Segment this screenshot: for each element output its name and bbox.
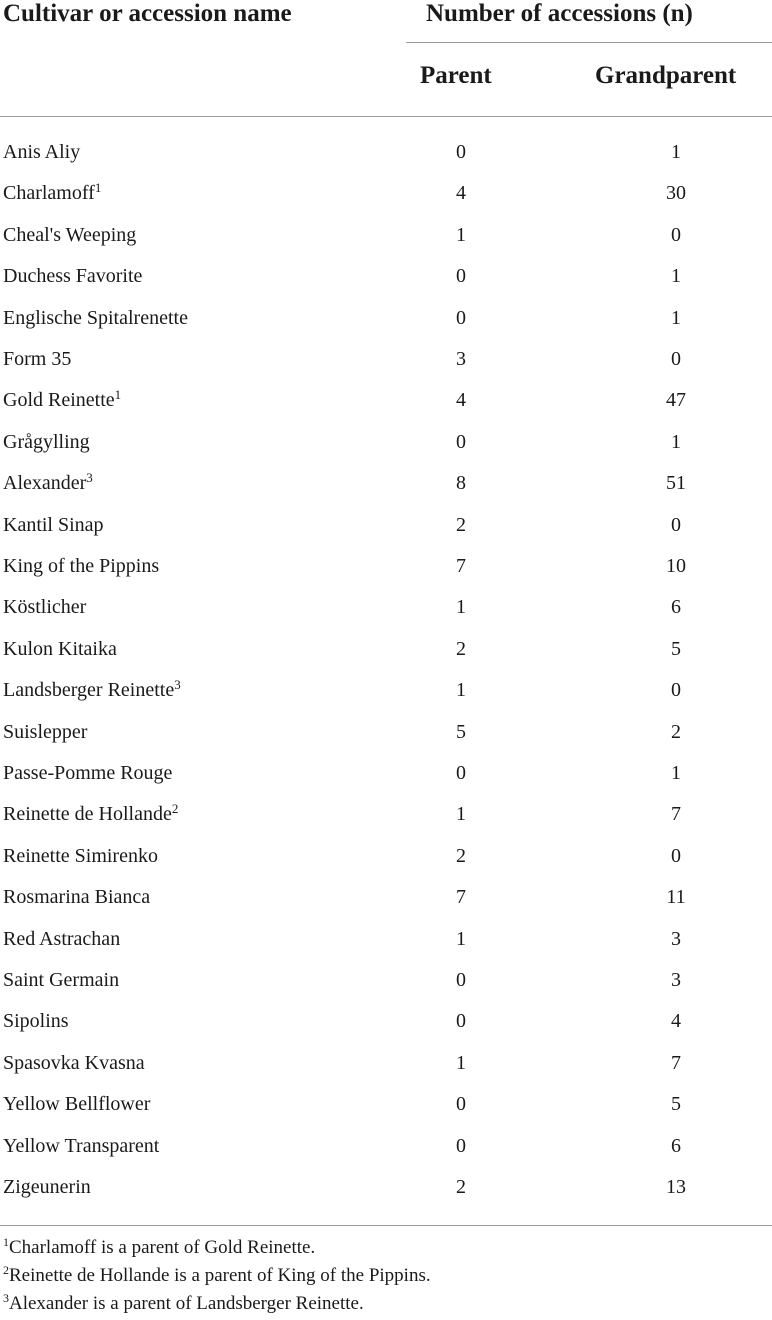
table-row bbox=[0, 1084, 772, 1125]
footnote bbox=[3, 1265, 431, 1287]
cultivar-name bbox=[3, 256, 142, 297]
cultivar-name-text: Alexander bbox=[3, 472, 87, 495]
table-row bbox=[0, 670, 772, 711]
grandparent-count: 1 bbox=[671, 306, 681, 329]
parent-count: 5 bbox=[456, 720, 466, 743]
table-row bbox=[0, 339, 772, 380]
cultivar-name-text: Suislepper bbox=[3, 720, 88, 743]
parent-count: 7 bbox=[456, 555, 466, 577]
table-row bbox=[0, 380, 772, 421]
cultivar-name bbox=[3, 919, 120, 960]
parent-count: 1 bbox=[456, 1051, 466, 1074]
footnote bbox=[3, 1293, 364, 1315]
table-row bbox=[0, 1043, 772, 1084]
header-bottom-rule bbox=[0, 116, 772, 117]
grandparent-count: 4 bbox=[671, 1010, 681, 1033]
grandparent-count: 5 bbox=[671, 637, 681, 660]
grandparent-count: 0 bbox=[671, 348, 681, 370]
footnote-marker: 1 bbox=[94, 180, 102, 196]
cultivar-name-text: Form 35 bbox=[3, 348, 72, 370]
cultivar-name-text: Red Astrachan bbox=[3, 927, 121, 950]
footnote-marker: 3 bbox=[174, 677, 181, 693]
cultivar-name bbox=[3, 215, 136, 256]
cultivar-name-text: Reinette de Hollande bbox=[3, 803, 172, 826]
table-row bbox=[0, 1126, 772, 1167]
cultivar-name bbox=[3, 877, 150, 918]
table-row bbox=[0, 753, 772, 794]
cultivar-name-text: Kantil Sinap bbox=[3, 513, 104, 536]
table-row bbox=[0, 1001, 772, 1042]
cultivar-name-text: Spasovka Kvasna bbox=[3, 1051, 145, 1074]
table-row bbox=[0, 960, 772, 1001]
cultivar-name bbox=[3, 546, 159, 587]
footnote-number: 2 bbox=[3, 1263, 9, 1277]
parent-count: 0 bbox=[456, 306, 466, 329]
parent-count: 1 bbox=[456, 927, 466, 950]
table-row bbox=[0, 1167, 772, 1208]
grandparent-count: 30 bbox=[666, 182, 686, 205]
cultivar-name-text: Passe-Pomme Rouge bbox=[3, 762, 173, 784]
table-row bbox=[0, 712, 772, 753]
cultivar-name-text: Kulon Kitaika bbox=[3, 637, 117, 660]
cultivar-name-text: Yellow Transparent bbox=[3, 1134, 160, 1157]
cultivar-name bbox=[3, 505, 104, 546]
cultivar-name bbox=[3, 836, 158, 877]
grandparent-count: 0 bbox=[671, 679, 681, 702]
cultivar-name bbox=[3, 753, 172, 794]
parent-count: 0 bbox=[456, 762, 466, 784]
grandparent-count: 0 bbox=[671, 513, 681, 536]
table-row bbox=[0, 546, 772, 587]
cultivar-name bbox=[3, 173, 101, 214]
parent-count: 2 bbox=[456, 637, 466, 660]
grandparent-count: 1 bbox=[671, 762, 681, 784]
parent-count: 0 bbox=[456, 265, 466, 288]
cultivar-name-text: Gold Reinette bbox=[3, 389, 115, 412]
cultivar-name bbox=[3, 1043, 145, 1084]
parent-count: 8 bbox=[456, 472, 466, 495]
footnote-text: Charlamoff is a parent of Gold Reinette. bbox=[9, 1237, 316, 1258]
grandparent-count: 47 bbox=[666, 389, 686, 412]
parent-count: 0 bbox=[456, 969, 466, 991]
footnote-marker: 1 bbox=[114, 387, 122, 403]
footnote-marker: 2 bbox=[171, 801, 179, 817]
cultivar-name-text: Duchess Favorite bbox=[3, 265, 143, 288]
table-row bbox=[0, 629, 772, 670]
grandparent-count: 1 bbox=[671, 141, 681, 163]
table-row bbox=[0, 422, 772, 463]
cultivar-name-text: Yellow Bellflower bbox=[3, 1093, 151, 1116]
grandparent-count: 2 bbox=[671, 720, 681, 743]
cultivar-name-text: Reinette Simirenko bbox=[3, 844, 158, 867]
parent-count: 1 bbox=[456, 679, 466, 702]
cultivar-name bbox=[3, 712, 87, 753]
cultivar-name bbox=[3, 629, 117, 670]
table-row bbox=[0, 836, 772, 877]
cultivar-name bbox=[3, 463, 93, 504]
header-number-of-accessions: Number of accessions (n) bbox=[426, 0, 693, 27]
parent-count: 0 bbox=[456, 1134, 466, 1157]
parent-count: 0 bbox=[456, 1093, 466, 1116]
footnote-number: 1 bbox=[3, 1235, 9, 1249]
table-row bbox=[0, 505, 772, 546]
cultivar-name-text: Rosmarina Bianca bbox=[3, 886, 151, 909]
parent-count: 2 bbox=[456, 513, 466, 536]
grandparent-count: 0 bbox=[671, 844, 681, 867]
cultivar-name bbox=[3, 132, 80, 173]
cultivar-name-text: Zigeunerin bbox=[3, 1176, 91, 1198]
grandparent-count: 5 bbox=[671, 1093, 681, 1116]
header-grandparent: Grandparent bbox=[595, 62, 737, 89]
cultivar-name-text: Sipolins bbox=[3, 1010, 69, 1033]
grandparent-count: 13 bbox=[666, 1176, 686, 1198]
grandparent-count: 0 bbox=[671, 223, 681, 246]
cultivar-name-text: Grågylling bbox=[3, 430, 90, 453]
parent-count: 0 bbox=[456, 141, 466, 163]
cultivar-name bbox=[3, 1167, 91, 1208]
header-group-rule bbox=[406, 42, 772, 43]
cultivar-name bbox=[3, 298, 188, 339]
parent-count: 1 bbox=[456, 803, 466, 826]
table-row bbox=[0, 256, 772, 297]
header-cultivar-name: Cultivar or accession name bbox=[3, 0, 292, 27]
cultivar-name-text: King of the Pippins bbox=[3, 555, 160, 577]
table-row bbox=[0, 215, 772, 256]
grandparent-count: 7 bbox=[671, 803, 681, 826]
cultivar-name bbox=[3, 670, 181, 711]
cultivar-name-text: Landsberger Reinette bbox=[3, 679, 175, 702]
cultivar-name bbox=[3, 960, 119, 1001]
cultivar-name bbox=[3, 1084, 150, 1125]
grandparent-count: 7 bbox=[671, 1051, 681, 1074]
footnote-marker: 3 bbox=[86, 470, 93, 486]
cultivar-name bbox=[3, 339, 71, 380]
header-parent: Parent bbox=[420, 62, 492, 89]
cultivar-name-text: Englische Spitalrenette bbox=[3, 306, 188, 329]
table-row bbox=[0, 587, 772, 628]
cultivar-name bbox=[3, 794, 178, 835]
table-row bbox=[0, 298, 772, 339]
parent-count: 2 bbox=[456, 1176, 466, 1198]
cultivar-name bbox=[3, 380, 121, 421]
table-row bbox=[0, 173, 772, 214]
parent-count: 4 bbox=[456, 389, 466, 412]
grandparent-count: 6 bbox=[671, 596, 681, 619]
table-row bbox=[0, 794, 772, 835]
grandparent-count: 10 bbox=[666, 555, 686, 577]
cultivar-name-text: Saint Germain bbox=[3, 969, 120, 991]
cultivar-name-text: Cheal's Weeping bbox=[3, 223, 137, 246]
parent-count: 7 bbox=[456, 886, 466, 909]
cultivar-name bbox=[3, 1001, 69, 1042]
table-row bbox=[0, 132, 772, 173]
parent-count: 1 bbox=[456, 596, 466, 619]
cultivar-name bbox=[3, 422, 90, 463]
parent-count: 4 bbox=[456, 182, 466, 205]
table-row bbox=[0, 877, 772, 918]
grandparent-count: 3 bbox=[671, 927, 681, 950]
table-row bbox=[0, 919, 772, 960]
grandparent-count: 6 bbox=[671, 1134, 681, 1157]
cultivar-name bbox=[3, 587, 86, 628]
table-bottom-rule bbox=[0, 1225, 772, 1226]
footnote-text: Reinette de Hollande is a parent of King of the Pippins. bbox=[9, 1265, 431, 1286]
table-row bbox=[0, 463, 772, 504]
footnote-text: Alexander is a parent of Landsberger Reinette. bbox=[9, 1293, 364, 1314]
footnote-number: 3 bbox=[3, 1291, 9, 1305]
grandparent-count: 11 bbox=[666, 886, 686, 909]
cultivar-name-text: Köstlicher bbox=[3, 596, 87, 619]
cultivar-name bbox=[3, 1126, 159, 1167]
parent-count: 0 bbox=[456, 430, 466, 453]
parent-count: 3 bbox=[456, 348, 466, 370]
grandparent-count: 3 bbox=[671, 969, 681, 991]
cultivar-name-text: Charlamoff bbox=[3, 182, 95, 205]
grandparent-count: 1 bbox=[671, 265, 681, 288]
grandparent-count: 1 bbox=[671, 430, 681, 453]
footnote bbox=[3, 1237, 315, 1259]
cultivar-name-text: Anis Aliy bbox=[3, 141, 81, 163]
parent-count: 0 bbox=[456, 1010, 466, 1033]
parent-count: 1 bbox=[456, 223, 466, 246]
parent-count: 2 bbox=[456, 844, 466, 867]
grandparent-count: 51 bbox=[666, 472, 686, 495]
